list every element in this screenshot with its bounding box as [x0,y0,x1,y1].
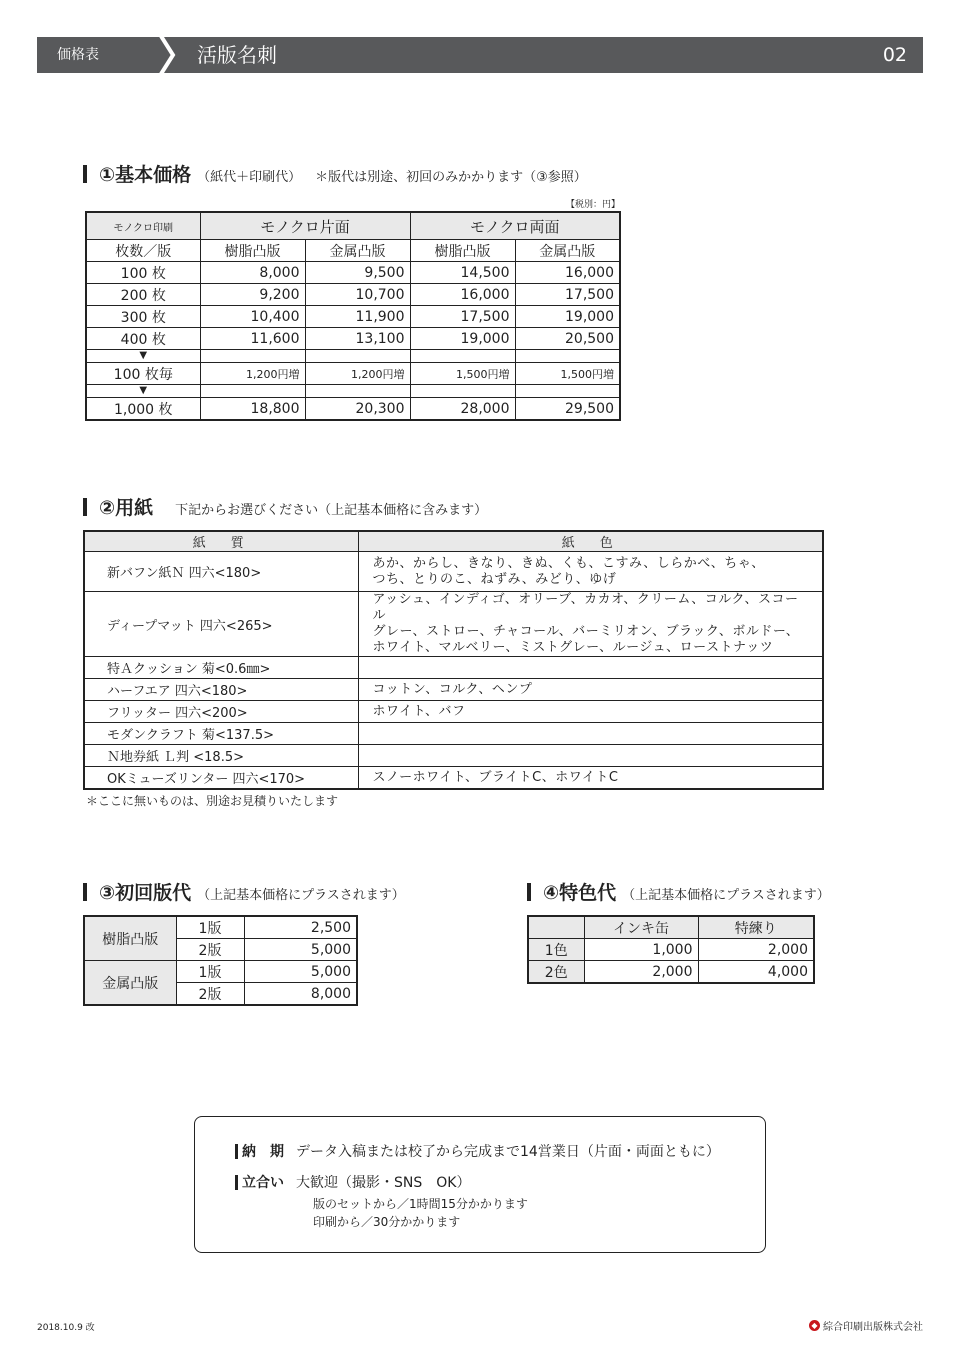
attend-detail-1: 版のセットから／1時間15分かかります [313,1197,528,1211]
table-corner: モノクロ印刷 [86,212,200,240]
section2-heading: ②用紙 下記からお選びください（上記基本価格に含みます） [83,493,487,520]
table-row: 300 枚 10,400 11,900 17,500 19,000 [86,306,620,328]
down-arrow-icon: ▼ [86,385,200,398]
company-name: ◆ 綜合印刷出版株式会社 [809,1318,923,1333]
table-row: 金属凸版 1版 5,000 [84,961,357,983]
col-quality: 紙 質 [84,531,358,552]
table-row: ディープマット 四六<265> アッシュ、インディゴ、オリーブ、カカオ、クリーム、コルク、スコール グレー、ストロー、チャコール、バーミリオン、ブラック、ボルドー、 ホワイト、マルベリー、ミストグレー、ルージュ、ローストナッツ [84,592,823,657]
col-ink-can: インキ缶 [584,916,698,939]
spot-color-table [527,915,815,984]
table-row: 1色 1,000 2,000 [528,939,814,961]
header-title: 活版名刺 [197,43,277,67]
down-arrow-icon: ▼ [86,350,200,363]
page-number: 02 [882,44,907,66]
table-row: 樹脂凸版 1版 2,500 [84,916,357,939]
table-row: 2版 8,000 [84,983,357,1006]
info-box [194,1116,766,1253]
arrow-row [86,385,620,398]
heading-bar [83,883,87,901]
row-header: 枚数／版 [86,240,200,262]
section3-heading: ③初回版代 （上記基本価格にプラスされます） [83,878,405,905]
table-row: 新バフン紙Ｎ 四六<180> あか、からし、きなり、きぬ、くも、こすみ、しらかべ、ちゃ、 つち、とりのこ、ねずみ、みどり、ゆげ [84,552,823,592]
heading-bar [83,165,87,183]
table-row: Ｎ地券紙 Ｌ判 <18.5> [84,745,823,767]
col-mono-single: モノクロ片面 [200,212,410,240]
table-row: 200 枚 9,200 10,700 16,000 17,500 [86,284,620,306]
paper-table [83,530,824,790]
col-mono-double: モノクロ両面 [410,212,620,240]
table-row: ハーフエア 四六<180> コットン、コルク、ヘンプ [84,679,823,701]
section1-heading: ①基本価格 （紙代＋印刷代） ＊版代は別途、初回のみかかります（③参照） [83,160,587,187]
paper-note: ＊ここに無いものは、別途お見積りいたします [86,794,339,808]
table-row: 特Ａクッション 菊<0.6㎜> [84,657,823,679]
heading-bar [527,883,531,901]
arrow-row [86,350,620,363]
section4-heading: ④特色代 （上記基本価格にプラスされます） [527,878,830,905]
revision-date: 2018.10.9 改 [37,1323,95,1333]
col-special-mix: 特練り [698,916,814,939]
table-row: 1,000 枚 18,800 20,300 28,000 29,500 [86,398,620,421]
header-category: 価格表 [57,47,99,63]
table-row: フリッター 四六<200> ホワイト、バフ [84,701,823,723]
table-row: 2色 2,000 4,000 [528,961,814,984]
paper-colors: あか、からし、きなり、きぬ、くも、こすみ、しらかべ、ちゃ、 つち、とりのこ、ねずみ、みどり、ゆげ [358,552,823,592]
basic-price-table: モノクロ印刷 モノクロ片面 モノクロ両面 枚数／版 樹脂凸版 金属凸版 樹脂凸版 金属凸版 100 枚 8,000 9,500 14,500 16,000 200 枚 9,200 10,700 16,000 17,500 300 枚 10,400 11,900 17,500 19,000 400 枚 11,600 13,100 19,000 20,500 ▼ 100 枚毎 1,200円増 1,200円増 1,500円増 1,500円増 ▼ 1,000 枚 18,800 20,300 28,000 29,500 [85,211,621,421]
page-header [37,37,923,73]
heading-bar [83,498,87,516]
table-row: 400 枚 11,600 13,100 19,000 20,500 [86,328,620,350]
col-color: 紙 色 [358,531,823,552]
table-row: モダンクラフト 菊<137.5> [84,723,823,745]
delivery-row: 納 期 データ入稿または校了から完成まで14営業日（片面・両面ともに） [235,1141,720,1161]
unit-label: 【税別：円】 [566,200,621,210]
table-row: 100 枚 8,000 9,500 14,500 16,000 [86,262,620,284]
attend-detail-2: 印刷から／30分かかります [313,1215,461,1229]
plate-fee-table [83,915,358,1006]
table-row: 2版 5,000 [84,939,357,961]
table-row: 100 枚毎 1,200円増 1,200円増 1,500円増 1,500円増 [86,363,620,385]
company-logo-icon: ◆ [809,1320,820,1331]
attend-row: 立合い 大歓迎（撮影・SNS OK） [235,1172,470,1192]
table-row: OKミューズリンター 四六<170> スノーホワイト、ブライトC、ホワイトC [84,767,823,790]
chevron-right-icon [155,35,179,75]
paper-colors: アッシュ、インディゴ、オリーブ、カカオ、クリーム、コルク、スコール グレー、ストロー、チャコール、バーミリオン、ブラック、ボルドー、 ホワイト、マルベリー、ミストグレー、ルージュ、ローストナッツ [358,592,823,657]
